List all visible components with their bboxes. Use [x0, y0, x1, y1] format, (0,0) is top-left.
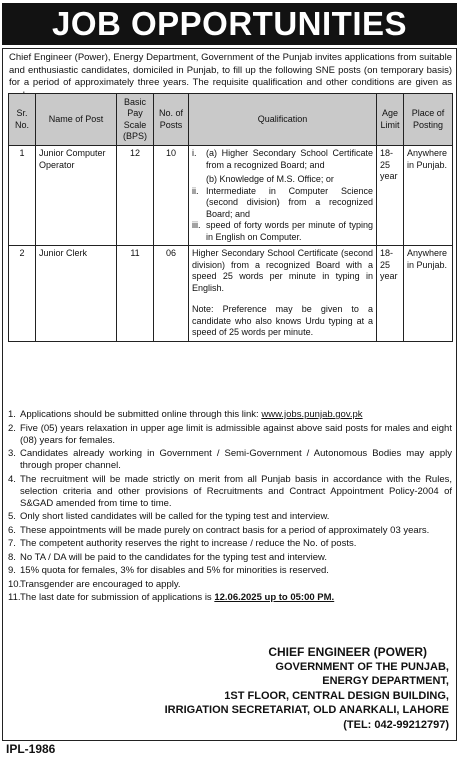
row2-qual-note: Note: Preference may be given to a candidate who also knows Urdu typing at a speed of 25 words per minute.	[192, 304, 373, 337]
note-2-text: Five (05) years relaxation in upper age limit is admissible against above said posts for males and eight (08) years for females.	[20, 422, 452, 446]
signature-telephone: (TEL: 042-99212797)	[343, 718, 449, 731]
note-11-text: The last date for submission of applications is	[20, 592, 212, 603]
row1-qual-ii	[192, 186, 373, 221]
row1-qual-i-num: i.	[192, 148, 197, 158]
note-3-text: Candidates already working in Government / Semi-Government / Autonomous Bodies may apply through proper channel.	[20, 448, 452, 471]
list-item: 7. The competent authority reserves the right to increase / reduce the No. of posts.	[8, 538, 452, 550]
list-item: 2. Five (05) years relaxation in upper age limit is admissible against above said posts for males and eight (08) years for females.	[8, 422, 452, 446]
row2-age-limit: 18-25 year	[377, 246, 404, 342]
header-age-limit: Age Limit	[377, 94, 404, 146]
header-no-of-posts: No. of Posts	[154, 94, 189, 146]
note-1-text: Applications should be submitted online through this link:	[20, 409, 259, 420]
table-row	[9, 146, 453, 246]
row1-qual-i-b-line	[192, 174, 373, 186]
row1-qualification	[189, 146, 377, 246]
note-8-text: No TA / DA will be paid to the candidates for the typing test and interview.	[20, 551, 327, 563]
note-7-text: The competent authority reserves the right to increase / reduce the No. of posts.	[20, 538, 357, 549]
row1-age-limit: 18-25 year	[377, 146, 404, 246]
row2-qual-main: Higher Secondary School Certificate (second division) from a recognized Board with a speed 25 words per minute in typing in English.	[192, 248, 373, 293]
row1-qual-i	[192, 148, 373, 171]
note-5-text: Only short listed candidates will be called for the typing test and interview.	[20, 511, 330, 522]
list-item: 8. No TA / DA will be paid to the candidates for the typing test and interview.	[8, 552, 452, 564]
note-10-text: Transgender are encouraged to apply.	[20, 578, 181, 590]
ipl-code: IPL-1986	[6, 742, 56, 756]
signature-block	[29, 645, 449, 732]
row1-place: Anywhere in Punjab.	[404, 146, 453, 246]
row2-sr: 2	[9, 246, 36, 342]
last-date: 12.06.2025 up to 05:00 PM.	[214, 592, 335, 603]
list-item: 9. 15% quota for females, 3% for disables and 5% for minorities is reserved.	[8, 565, 452, 577]
row1-sr: 1	[9, 146, 36, 246]
header-place-of-posting: Place of Posting	[404, 94, 453, 146]
row1-qual-iii	[192, 220, 373, 243]
list-item: 4. The recruitment will be made strictly on merit from all Punjab basis in accordance with the Rules, selection criteria and other provisions of Recruitments and Contract Appointment Policy-2004 of S&GAD amended from time to time.	[8, 473, 452, 509]
signature-line-2: GOVERNMENT OF THE PUNJAB,	[275, 660, 449, 673]
jobs-portal-link[interactable]: www.jobs.punjab.gov.pk	[261, 409, 363, 420]
row2-scale: 11	[117, 246, 154, 342]
list-item: 5. Only short listed candidates will be called for the typing test and interview.	[8, 511, 452, 523]
table-row	[9, 246, 453, 342]
list-item: 1. Applications should be submitted online through this link: www.jobs.punjab.gov.pk	[8, 409, 363, 420]
note-6-text: These appointments will be made purely on contract basis for a period of approximately 03 years.	[20, 524, 430, 536]
row1-qual-i-b: (b) Knowledge of M.S. Office; or	[206, 174, 334, 184]
conditions-list	[8, 409, 452, 606]
row1-qual-iii-text: speed of forty words per minute of typing in English on Computer.	[206, 220, 373, 242]
row1-posts: 10	[154, 146, 189, 246]
note-9-text: 15% quota for females, 3% for disables and 5% for minorities is reserved.	[20, 565, 329, 576]
row2-post-name: Junior Clerk	[36, 246, 117, 342]
list-item: 11. The last date for submission of applications is 12.06.2025 up to 05:00 PM.	[8, 592, 335, 603]
row1-qual-i-a: (a) Higher Secondary School Certificate from a recognized Board; and	[206, 148, 373, 170]
note-4-text: The recruitment will be made strictly on merit from all Punjab basis in accordance with the Rules, selection criteria and other provisions of Recruitments and Contract Appointment Policy-2004 of S&GAD amended from time to time.	[20, 473, 452, 509]
row1-post-name: Junior Computer Operator	[36, 146, 117, 246]
list-item: 10. Transgender are encouraged to apply.	[8, 579, 452, 591]
page-title: JOB OPPORTUNITIES	[2, 3, 457, 45]
row2-posts: 06	[154, 246, 189, 342]
row1-qual-ii-text: Intermediate in Computer Science (second division) from a recognized Board; and	[206, 185, 373, 219]
list-item: 3. Candidates already working in Government / Semi-Government / Autonomous Bodies may apply through proper channel.	[8, 448, 452, 471]
header-qualification: Qualification	[189, 94, 377, 146]
row1-qual-iii-num: iii.	[192, 220, 201, 230]
table-header-row	[9, 94, 453, 146]
intro-paragraph: Chief Engineer (Power), Energy Department, Government of the Punjab invites applications from suitable and enthusiastic candidates, domiciled in Punjab, to fill up the following SNE posts (on temporary basis) for a period of approximately three years. The requisite qualification and other conditions are given as	[9, 52, 452, 88]
jobs-table	[8, 93, 453, 342]
signature-line-4: 1ST FLOOR, CENTRAL DESIGN BUILDING,	[224, 689, 449, 702]
row1-scale: 12	[117, 146, 154, 246]
row2-qualification	[189, 246, 377, 342]
header-sr-no: Sr. No.	[9, 94, 36, 146]
row2-place: Anywhere in Punjab.	[404, 246, 453, 342]
signature-title: CHIEF ENGINEER (POWER)	[268, 645, 427, 659]
signature-line-5: IRRIGATION SECRETARIAT, OLD ANARKALI, LAHORE	[164, 704, 449, 716]
header-name-of-post: Name of Post	[36, 94, 117, 146]
header-pay-scale: Basic Pay Scale (BPS)	[117, 94, 154, 146]
list-item: 6. These appointments will be made purely on contract basis for a period of approximately 03 years.	[8, 525, 452, 537]
row1-qual-ii-num: ii.	[192, 185, 199, 196]
signature-line-3: ENERGY DEPARTMENT,	[322, 675, 449, 687]
